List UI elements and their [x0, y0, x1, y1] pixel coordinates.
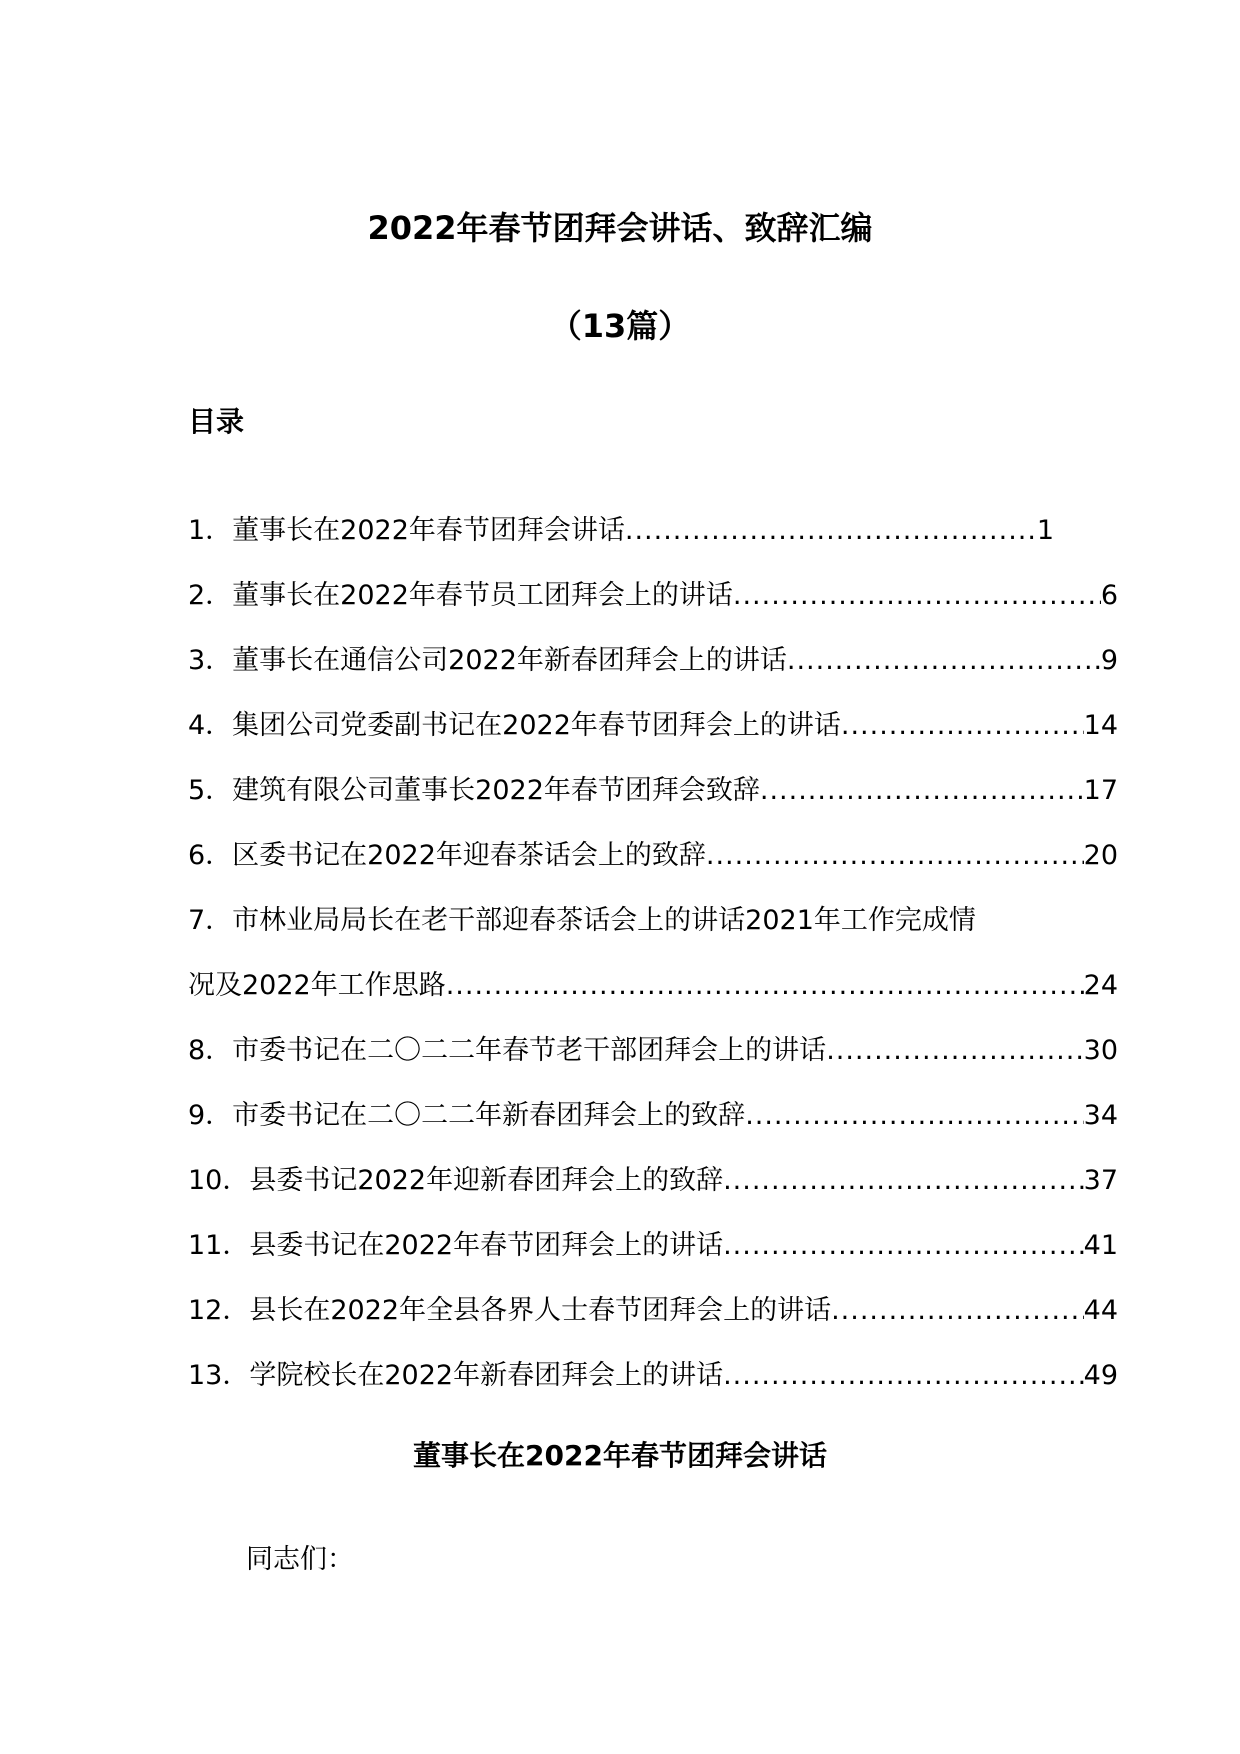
toc-entry-title: 9．市委书记在二〇二二年新春团拜会上的致辞 [188, 1100, 746, 1131]
toc-entry-page: 1 [1036, 515, 1054, 546]
toc-entry-title: 1．董事长在2022年春节团拜会讲话 [188, 515, 625, 546]
toc-leader-dots [826, 1018, 1083, 1083]
toc-leader-dots [841, 693, 1084, 758]
toc-entry-title: 5．建筑有限公司董事长2022年春节团拜会致辞 [188, 775, 760, 806]
toc-leader-dots [723, 1213, 1084, 1278]
toc-entry[interactable] [188, 1083, 1118, 1148]
toc-entry[interactable] [188, 1278, 1118, 1343]
toc-entry-page: 6 [1100, 580, 1118, 611]
toc-entry-title-continued: 况及2022年工作思路 [188, 970, 446, 1001]
toc-entry[interactable] [188, 1148, 1118, 1213]
toc-leader-dots [831, 1278, 1084, 1343]
toc-leader-dots [625, 498, 1037, 563]
toc-entry-title: 13．学院校长在2022年新春团拜会上的讲话 [188, 1360, 724, 1391]
toc-entry-page: 30 [1083, 1035, 1118, 1066]
toc-entry-page: 9 [1100, 645, 1118, 676]
toc-entry-title: 3．董事长在通信公司2022年新春团拜会上的讲话 [188, 645, 787, 676]
toc-leader-dots [706, 823, 1084, 888]
toc-entry[interactable] [188, 758, 1118, 823]
toc-entry-title: 6．区委书记在2022年迎春茶话会上的致辞 [188, 840, 706, 871]
toc-entry[interactable] [188, 693, 1118, 758]
salutation-text: 同志们： [246, 1544, 354, 1575]
toc-leader-dots [446, 953, 1084, 1018]
document-title: 2022年春节团拜会讲话、致辞汇编 [367, 209, 873, 247]
toc-leader-dots [760, 758, 1084, 823]
toc-entry-title: 7．市林业局局长在老干部迎春茶话会上的讲话2021年工作完成情 [188, 905, 976, 936]
toc-entry-page: 34 [1083, 1100, 1118, 1131]
toc-entry[interactable] [188, 498, 1054, 563]
toc-entry[interactable] [188, 1018, 1118, 1083]
toc-leader-dots [723, 1343, 1084, 1408]
toc-entry-line1[interactable] [188, 888, 1118, 953]
toc-entry-title: 10．县委书记2022年迎新春团拜会上的致辞 [188, 1165, 724, 1196]
toc-entry[interactable] [188, 628, 1118, 693]
toc-entry-page: 17 [1083, 775, 1118, 806]
toc-leader-dots [733, 563, 1101, 628]
toc-entry-page: 14 [1083, 710, 1118, 741]
toc-entry-page: 41 [1083, 1230, 1118, 1261]
toc-entry[interactable] [188, 823, 1118, 888]
toc-entry-page: 44 [1083, 1295, 1118, 1326]
toc-entry-page: 24 [1083, 970, 1118, 1001]
toc-entry[interactable] [188, 953, 1118, 1018]
toc-entry-title: 8．市委书记在二〇二二年春节老干部团拜会上的讲话 [188, 1035, 827, 1066]
table-of-contents [188, 498, 1118, 1408]
toc-entry-page: 20 [1083, 840, 1118, 871]
toc-entry-page: 37 [1083, 1165, 1118, 1196]
section-title: 董事长在2022年春节团拜会讲话 [413, 1439, 827, 1472]
toc-heading: 目录 [188, 405, 245, 438]
toc-entry-title: 2．董事长在2022年春节员工团拜会上的讲话 [188, 580, 733, 611]
toc-entry-title: 12．县长在2022年全县各界人士春节团拜会上的讲话 [188, 1295, 832, 1326]
toc-entry-page: 49 [1083, 1360, 1118, 1391]
toc-leader-dots [723, 1148, 1084, 1213]
toc-leader-dots [787, 628, 1101, 693]
toc-entry-title: 11．县委书记在2022年春节团拜会上的讲话 [188, 1230, 724, 1261]
toc-entry[interactable] [188, 563, 1118, 628]
toc-leader-dots [745, 1083, 1083, 1148]
toc-entry-title: 4．集团公司党委副书记在2022年春节团拜会上的讲话 [188, 710, 841, 741]
toc-entry[interactable] [188, 1343, 1118, 1408]
toc-entry[interactable] [188, 1213, 1118, 1278]
document-subtitle: （13篇） [549, 307, 691, 345]
